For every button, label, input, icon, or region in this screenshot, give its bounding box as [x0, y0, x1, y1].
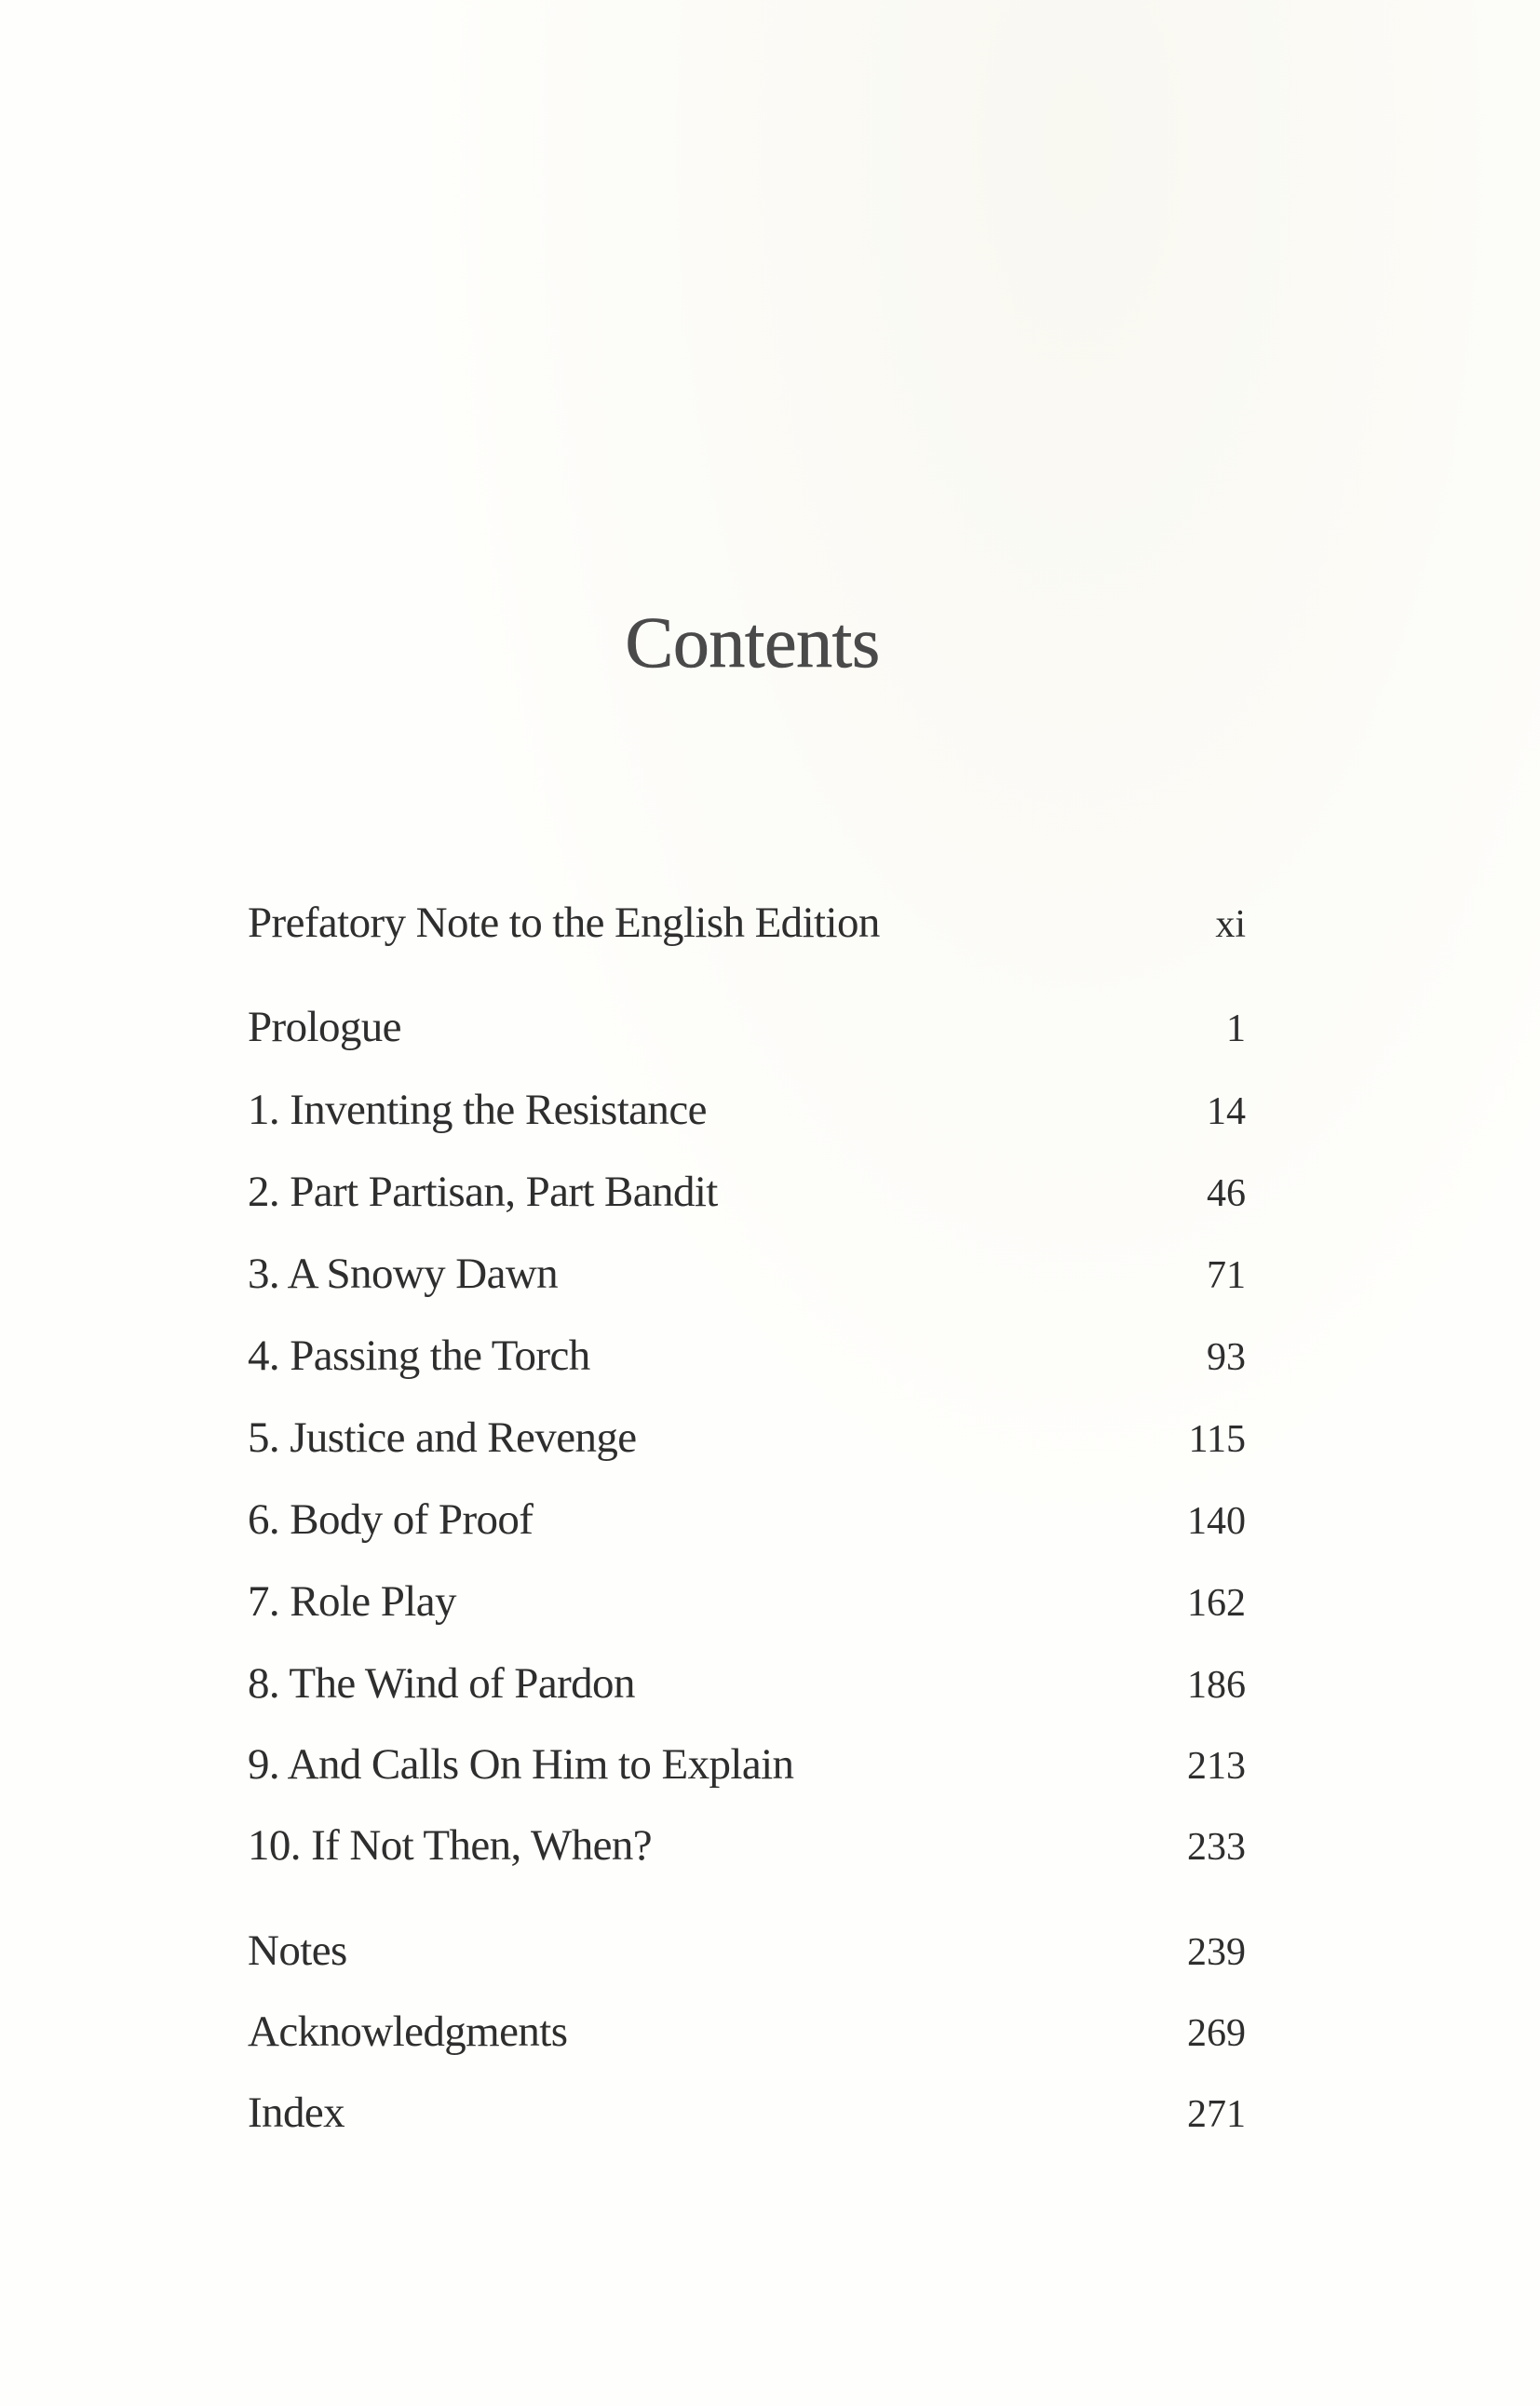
toc-entry-page-number: 269 — [1187, 2012, 1246, 2055]
toc-entry-title: Prologue — [248, 1003, 401, 1051]
toc-entry-index[interactable] — [248, 2085, 1246, 2141]
toc-entry-page-number: 1 — [1226, 1007, 1246, 1050]
toc-entry-title: 6. Body of Proof — [248, 1495, 534, 1544]
toc-entry-page-number: 162 — [1187, 1582, 1246, 1625]
toc-entry-chapter-5[interactable] — [248, 1410, 1246, 1466]
toc-entry-prologue[interactable] — [248, 999, 1246, 1055]
toc-entry-notes[interactable] — [248, 1923, 1246, 1979]
toc-entry-title: 8. The Wind of Pardon — [248, 1659, 635, 1708]
toc-entry-title: Index — [248, 2088, 345, 2137]
toc-entry-title: 1. Inventing the Resistance — [248, 1086, 707, 1134]
toc-entry-page-number: 213 — [1187, 1745, 1246, 1788]
toc-entry-page-number: 233 — [1187, 1826, 1246, 1869]
toc-entry-chapter-8[interactable] — [248, 1656, 1246, 1711]
toc-entry-chapter-2[interactable] — [248, 1164, 1246, 1220]
toc-entry-acknowledgments[interactable] — [248, 2004, 1246, 2060]
toc-entry-title: 4. Passing the Torch — [248, 1331, 590, 1380]
toc-entry-title: Prefatory Note to the English Edition — [248, 899, 880, 947]
toc-entry-page-number: 71 — [1207, 1254, 1246, 1297]
toc-entry-page-number: 186 — [1187, 1664, 1246, 1707]
toc-entry-chapter-7[interactable] — [248, 1574, 1246, 1629]
toc-entry-page-number: 271 — [1187, 2093, 1246, 2136]
toc-entry-title: 3. A Snowy Dawn — [248, 1250, 559, 1298]
toc-entry-title: 7. Role Play — [248, 1577, 456, 1626]
toc-entry-title: 5. Justice and Revenge — [248, 1413, 637, 1462]
toc-entry-chapter-4[interactable] — [248, 1328, 1246, 1384]
toc-entry-page-number: 93 — [1207, 1336, 1246, 1379]
toc-entry-page-number: 46 — [1207, 1172, 1246, 1215]
toc-entry-title: Acknowledgments — [248, 2007, 568, 2056]
toc-entry-chapter-3[interactable] — [248, 1246, 1246, 1302]
toc-entry-title: 10. If Not Then, When? — [248, 1821, 653, 1870]
toc-entry-chapter-10[interactable] — [248, 1818, 1246, 1873]
toc-entry-page-number: 14 — [1207, 1090, 1246, 1133]
toc-entry-chapter-9[interactable] — [248, 1737, 1246, 1792]
toc-entry-page-number: xi — [1215, 903, 1246, 946]
toc-entry-chapter-1[interactable] — [248, 1082, 1246, 1138]
toc-entry-title: 2. Part Partisan, Part Bandit — [248, 1168, 718, 1216]
toc-entry-title: 9. And Calls On Him to Explain — [248, 1740, 794, 1789]
toc-entry-chapter-6[interactable] — [248, 1492, 1246, 1548]
toc-entry-page-number: 239 — [1187, 1931, 1246, 1974]
toc-entry-page-number: 140 — [1187, 1500, 1246, 1543]
toc-entry-prefatory-note[interactable] — [248, 895, 1246, 951]
toc-entry-title: Notes — [248, 1926, 347, 1975]
page-title: Contents — [625, 602, 880, 683]
toc-entry-page-number: 115 — [1188, 1418, 1246, 1461]
